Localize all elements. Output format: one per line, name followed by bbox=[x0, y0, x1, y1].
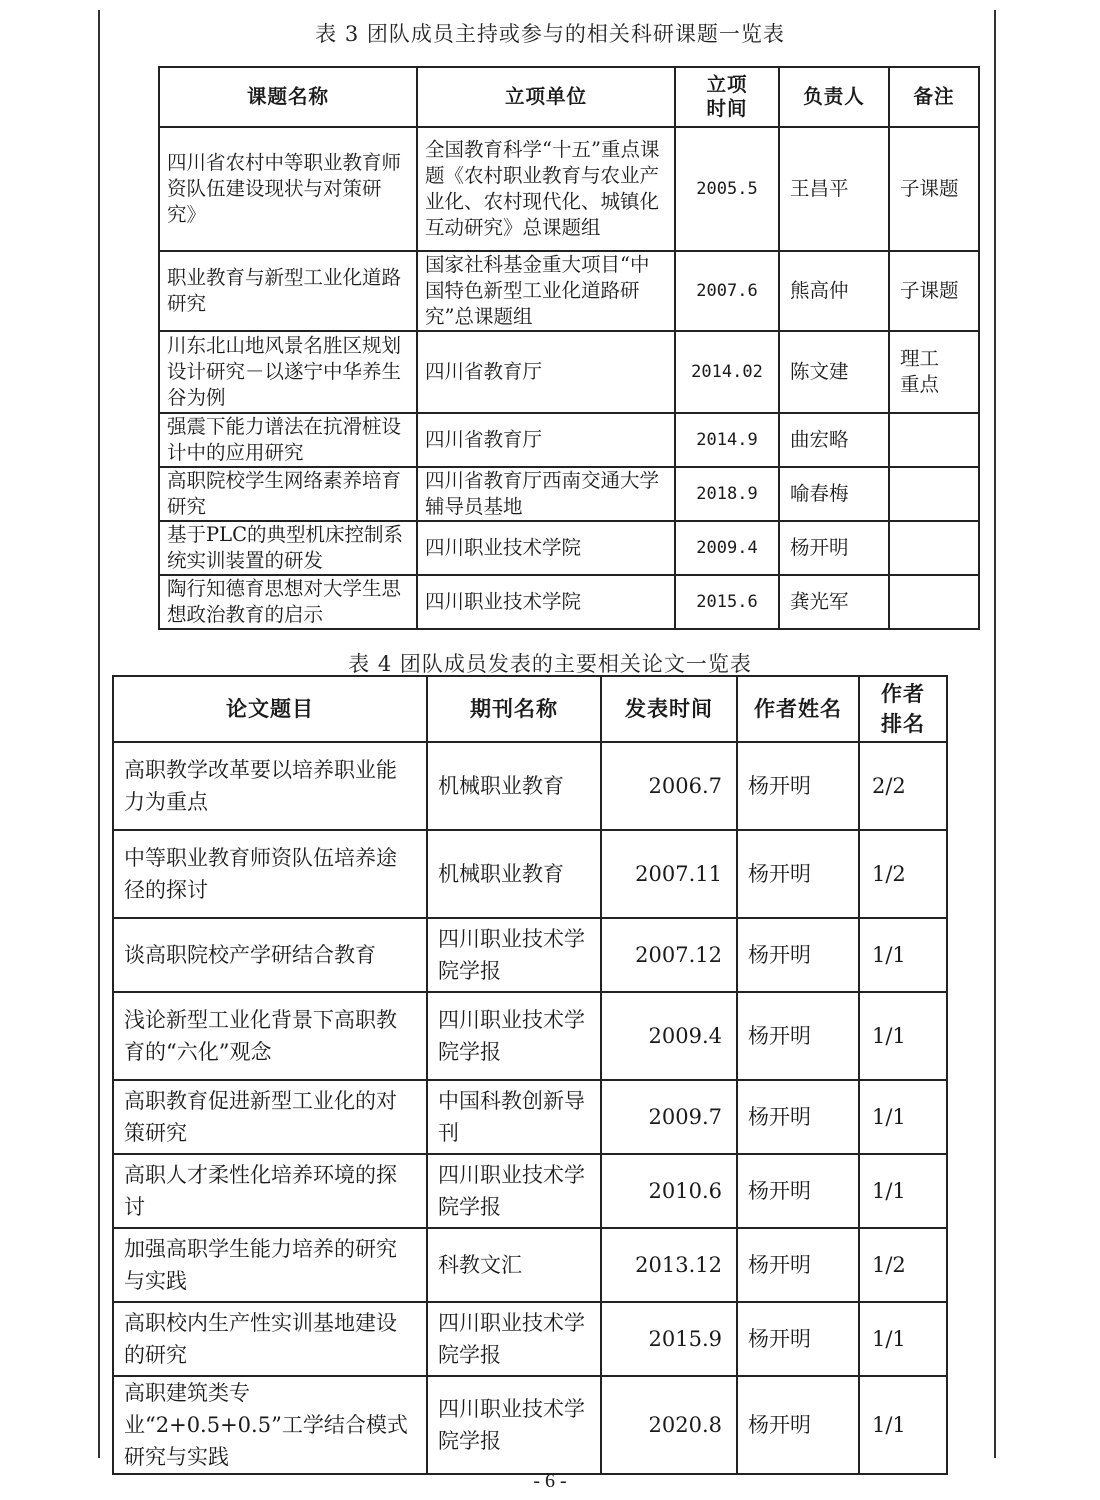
project-leader: 王昌平 bbox=[779, 127, 889, 251]
paper-rank: 1/2 bbox=[859, 1228, 947, 1302]
papers-table bbox=[112, 675, 948, 1475]
paper-author: 杨开明 bbox=[737, 1154, 859, 1228]
paper-journal: 四川职业技术学院学报 bbox=[427, 1302, 601, 1376]
paper-date: 2010.6 bbox=[601, 1154, 737, 1228]
paper-title: 高职校内生产性实训基地建设的研究 bbox=[113, 1302, 427, 1376]
paper-rank: 1/1 bbox=[859, 1376, 947, 1474]
header-time bbox=[675, 67, 779, 127]
table-row bbox=[113, 1154, 947, 1228]
paper-journal: 四川职业技术学院学报 bbox=[427, 1376, 601, 1474]
paper-author: 杨开明 bbox=[737, 1376, 859, 1474]
project-unit: 国家社科基金重大项目“中国特色新型工业化道路研究”总课题组 bbox=[417, 251, 675, 331]
project-leader: 龚光军 bbox=[779, 575, 889, 629]
table-row bbox=[113, 918, 947, 992]
paper-author: 杨开明 bbox=[737, 1228, 859, 1302]
project-unit: 四川省教育厅西南交通大学辅导员基地 bbox=[417, 467, 675, 521]
project-unit: 四川省教育厅 bbox=[417, 413, 675, 467]
paper-date: 2020.8 bbox=[601, 1376, 737, 1474]
paper-title: 高职人才柔性化培养环境的探讨 bbox=[113, 1154, 427, 1228]
paper-date: 2013.12 bbox=[601, 1228, 737, 1302]
paper-journal: 四川职业技术学院学报 bbox=[427, 1154, 601, 1228]
header-note: 备注 bbox=[889, 67, 979, 127]
table-row bbox=[113, 992, 947, 1080]
project-note: 子课题 bbox=[889, 251, 979, 331]
header-journal: 期刊名称 bbox=[427, 676, 601, 742]
paper-title: 谈高职院校产学研结合教育 bbox=[113, 918, 427, 992]
project-leader: 熊高仲 bbox=[779, 251, 889, 331]
table-row bbox=[113, 830, 947, 918]
table-row bbox=[159, 413, 979, 467]
table-row bbox=[159, 575, 979, 629]
project-note bbox=[889, 467, 979, 521]
project-note-text: 理工重点 bbox=[900, 347, 940, 396]
table-row bbox=[113, 1376, 947, 1474]
paper-author: 杨开明 bbox=[737, 742, 859, 830]
project-name: 四川省农村中等职业教育师资队伍建设现状与对策研究》 bbox=[159, 127, 417, 251]
project-time: 2009.4 bbox=[675, 521, 779, 575]
paper-journal: 科教文汇 bbox=[427, 1228, 601, 1302]
paper-date: 2006.7 bbox=[601, 742, 737, 830]
paper-journal: 机械职业教育 bbox=[427, 830, 601, 918]
project-name: 高职院校学生网络素养培育研究 bbox=[159, 467, 417, 521]
project-time: 2018.9 bbox=[675, 467, 779, 521]
paper-date: 2007.12 bbox=[601, 918, 737, 992]
project-note bbox=[889, 331, 979, 413]
header-paper-title: 论文题目 bbox=[113, 676, 427, 742]
project-leader: 喻春梅 bbox=[779, 467, 889, 521]
project-time: 2014.9 bbox=[675, 413, 779, 467]
paper-date: 2009.4 bbox=[601, 992, 737, 1080]
paper-rank: 2/2 bbox=[859, 742, 947, 830]
paper-title: 高职教育促进新型工业化的对策研究 bbox=[113, 1080, 427, 1154]
project-leader: 曲宏略 bbox=[779, 413, 889, 467]
paper-rank: 1/1 bbox=[859, 1302, 947, 1376]
project-unit: 四川职业技术学院 bbox=[417, 521, 675, 575]
paper-title: 中等职业教育师资队伍培养途径的探讨 bbox=[113, 830, 427, 918]
paper-rank: 1/1 bbox=[859, 1154, 947, 1228]
paper-author: 杨开明 bbox=[737, 992, 859, 1080]
project-unit: 四川职业技术学院 bbox=[417, 575, 675, 629]
header-author-rank-label: 作者排名 bbox=[881, 681, 925, 736]
table-row bbox=[159, 331, 979, 413]
paper-date: 2007.11 bbox=[601, 830, 737, 918]
project-note: 子课题 bbox=[889, 127, 979, 251]
table3-caption: 表 3 团队成员主持或参与的相关科研课题一览表 bbox=[315, 22, 785, 46]
paper-journal: 中国科教创新导刊 bbox=[427, 1080, 601, 1154]
project-name: 陶行知德育思想对大学生思想政治教育的启示 bbox=[159, 575, 417, 629]
project-note bbox=[889, 575, 979, 629]
header-author-name: 作者姓名 bbox=[737, 676, 859, 742]
project-name: 基于PLC的典型机床控制系统实训装置的研发 bbox=[159, 521, 417, 575]
paper-author: 杨开明 bbox=[737, 1080, 859, 1154]
header-leader: 负责人 bbox=[779, 67, 889, 127]
project-time: 2007.6 bbox=[675, 251, 779, 331]
project-note bbox=[889, 413, 979, 467]
paper-author: 杨开明 bbox=[737, 1302, 859, 1376]
paper-journal: 四川职业技术学院学报 bbox=[427, 992, 601, 1080]
table-row bbox=[159, 467, 979, 521]
page-number: - 6 - bbox=[533, 1470, 567, 1492]
header-project-name: 课题名称 bbox=[159, 67, 417, 127]
paper-rank: 1/1 bbox=[859, 1080, 947, 1154]
project-leader: 陈文建 bbox=[779, 331, 889, 413]
table-header-row bbox=[113, 676, 947, 742]
project-name: 川东北山地风景名胜区规划设计研究－以遂宁中华养生谷为例 bbox=[159, 331, 417, 413]
paper-title: 高职教学改革要以培养职业能力为重点 bbox=[113, 742, 427, 830]
header-author-rank bbox=[859, 676, 947, 742]
paper-title: 加强高职学生能力培养的研究与实践 bbox=[113, 1228, 427, 1302]
paper-author: 杨开明 bbox=[737, 830, 859, 918]
project-time: 2005.5 bbox=[675, 127, 779, 251]
project-name: 强震下能力谱法在抗滑桩设计中的应用研究 bbox=[159, 413, 417, 467]
paper-title: 浅论新型工业化背景下高职教育的“六化”观念 bbox=[113, 992, 427, 1080]
project-unit: 四川省教育厅 bbox=[417, 331, 675, 413]
table-row bbox=[113, 1302, 947, 1376]
header-time-label: 立项时间 bbox=[706, 73, 748, 120]
table-row bbox=[159, 127, 979, 251]
header-publish-date: 发表时间 bbox=[601, 676, 737, 742]
paper-journal: 四川职业技术学院学报 bbox=[427, 918, 601, 992]
project-time: 2015.6 bbox=[675, 575, 779, 629]
paper-rank: 1/2 bbox=[859, 830, 947, 918]
project-note bbox=[889, 521, 979, 575]
table-row bbox=[159, 521, 979, 575]
project-leader: 杨开明 bbox=[779, 521, 889, 575]
project-name: 职业教育与新型工业化道路研究 bbox=[159, 251, 417, 331]
table-header-row bbox=[159, 67, 979, 127]
paper-rank: 1/1 bbox=[859, 992, 947, 1080]
paper-journal: 机械职业教育 bbox=[427, 742, 601, 830]
paper-author: 杨开明 bbox=[737, 918, 859, 992]
project-time: 2014.02 bbox=[675, 331, 779, 413]
paper-date: 2009.7 bbox=[601, 1080, 737, 1154]
table-row bbox=[113, 742, 947, 830]
paper-title: 高职建筑类专业“2+0.5+0.5”工学结合模式研究与实践 bbox=[113, 1376, 427, 1474]
table-row bbox=[113, 1228, 947, 1302]
research-projects-table bbox=[158, 66, 980, 630]
project-unit: 全国教育科学“十五”重点课题《农村职业教育与农业产业化、农村现代化、城镇化互动研究》总课题组 bbox=[417, 127, 675, 251]
paper-rank: 1/1 bbox=[859, 918, 947, 992]
table4-caption: 表 4 团队成员发表的主要相关论文一览表 bbox=[348, 652, 752, 676]
table-row bbox=[113, 1080, 947, 1154]
paper-date: 2015.9 bbox=[601, 1302, 737, 1376]
header-unit: 立项单位 bbox=[417, 67, 675, 127]
table-row bbox=[159, 251, 979, 331]
